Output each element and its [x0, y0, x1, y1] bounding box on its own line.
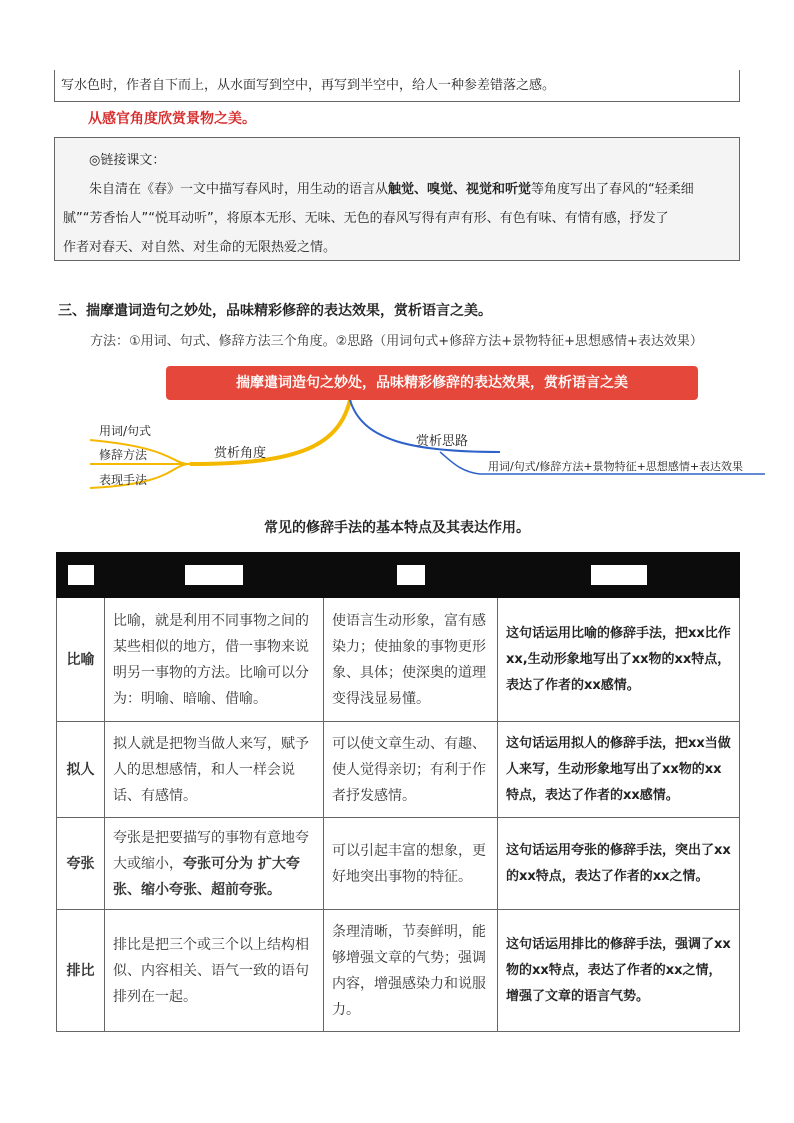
- left-item-1: 用词/句式: [99, 424, 152, 438]
- method-text: 方法：①用词、句式、修辞方法三个角度。②思路（用词句式+修辞方法+景物特征+思想感情+表达效果）: [90, 334, 703, 349]
- row-feature: 排比是把三个或三个以上结构相似、内容相关、语气一致的语句排列在一起。: [105, 910, 324, 1032]
- row-effect: 条理清晰，节奏鲜明，能够增强文章的气势；强调内容，增强感染力和说服力。: [324, 910, 498, 1032]
- table-row: [57, 598, 740, 722]
- header-cell: [57, 553, 105, 598]
- left-item-2: 修辞方法: [99, 448, 148, 462]
- row-effect: 可以引起丰富的想象，更好地突出事物的特征。: [324, 818, 498, 910]
- row-name: 比喻: [57, 598, 105, 722]
- rhetoric-table: [56, 552, 740, 1032]
- link-line3: 作者对春天、对自然、对生命的无限热爱之情。: [63, 240, 337, 255]
- link-box: [54, 137, 740, 261]
- section3-heading: 三、揣摩遣词造句之妙处，品味精彩修辞的表达效果，赏析语言之美。: [58, 303, 492, 319]
- link-line2: 腻”“芳香怡人”“悦耳动听”，将原本无形、无味、无色的春风写得有声有形、有色有味、有情有感，抒发了: [63, 211, 669, 226]
- header-cell: [105, 553, 324, 598]
- left-branch-label: 赏析角度: [214, 446, 267, 461]
- table-header-row: [57, 553, 740, 598]
- table-row: [57, 818, 740, 910]
- quote-text: 写水色时，作者自下而上，从水面写到空中，再写到半空中，给人一种参差错落之感。: [61, 78, 556, 93]
- row-name: 拟人: [57, 722, 105, 818]
- table-row: [57, 722, 740, 818]
- mindmap-banner: 揣摩遣词造句之妙处，品味精彩修辞的表达效果，赏析语言之美: [166, 366, 698, 400]
- table-title: 常见的修辞手法的基本特点及其表达作用。: [264, 520, 530, 536]
- row-feature: 拟人就是把物当做人来写，赋予人的思想感情，和人一样会说话、有感情。: [105, 722, 324, 818]
- link-title: ◎链接课文：: [89, 153, 166, 168]
- row-answer: 这句话运用比喻的修辞手法，把xx比作xx,生动形象地写出了xx物的xx特点，表达了作者的xx感情。: [498, 598, 740, 722]
- row-effect: 可以使文章生动、有趣、使人觉得亲切；有利于作者抒发感情。: [324, 722, 498, 818]
- quote-box-top: [54, 70, 740, 102]
- right-item: 用词/句式/修辞方法+景物特征+思想感情+表达效果: [488, 460, 744, 473]
- row-effect: 使语言生动形象，富有感染力；使抽象的事物更形象、具体；使深奥的道理变得浅显易懂。: [324, 598, 498, 722]
- row-answer: 这句话运用夸张的修辞手法，突出了xx的xx特点，表达了作者的xx之情。: [498, 818, 740, 910]
- row-name: 夸张: [57, 818, 105, 910]
- header-cell: [498, 553, 740, 598]
- table-row: [57, 910, 740, 1032]
- link-line1: 朱自清在《春》一文中描写春风时，用生动的语言从触觉、嗅觉、视觉和听觉等角度写出了春风的“轻柔细: [89, 182, 694, 197]
- sense-heading: 从感官角度欣赏景物之美。: [88, 111, 256, 127]
- header-cell: [324, 553, 498, 598]
- mindmap-connectors: [80, 400, 780, 500]
- row-answer: 这句话运用排比的修辞手法，强调了xx物的xx特点，表达了作者的xx之情，增强了文章的语言气势。: [498, 910, 740, 1032]
- row-name: 排比: [57, 910, 105, 1032]
- row-feature: 夸张是把要描写的事物有意地夸大或缩小，夸张可分为 扩大夸张、缩小夸张、超前夸张。: [105, 818, 324, 910]
- right-branch-label: 赏析思路: [416, 434, 469, 449]
- row-feature: 比喻，就是利用不同事物之间的某些相似的地方，借一事物来说明另一事物的方法。比喻可以分为：明喻、暗喻、借喻。: [105, 598, 324, 722]
- left-item-3: 表现手法: [99, 473, 148, 487]
- row-answer: 这句话运用拟人的修辞手法，把xx当做人来写，生动形象地写出了xx物的xx特点，表达了作者的xx感情。: [498, 722, 740, 818]
